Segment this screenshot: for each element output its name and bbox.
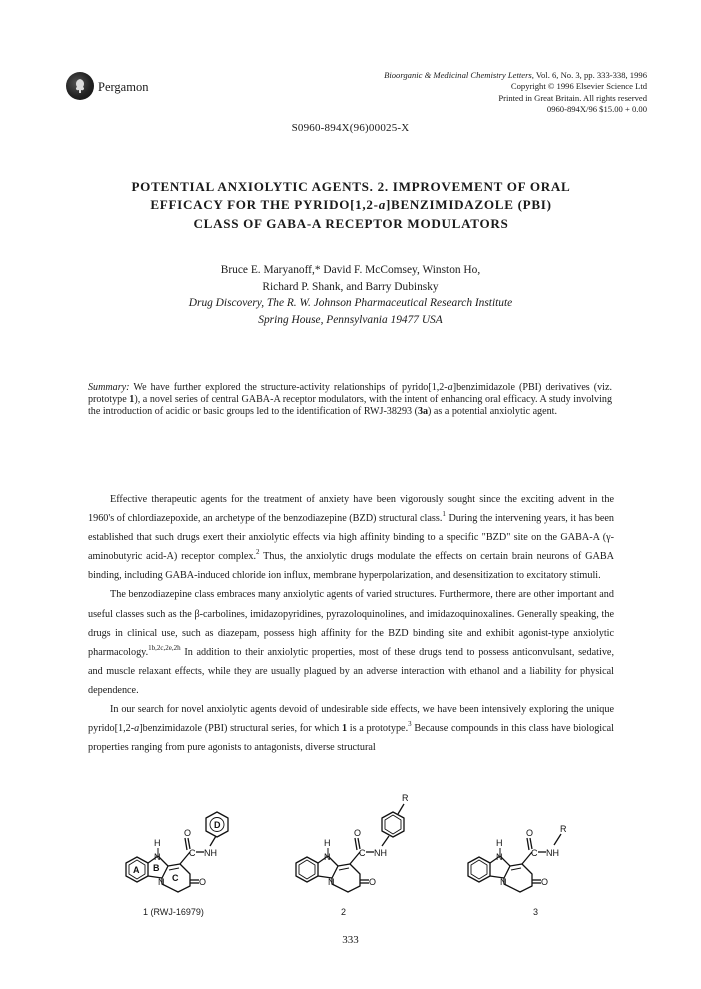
s1-ring-label-c: C — [172, 873, 179, 883]
paragraph-3 — [88, 700, 614, 757]
s1-atom-o-ketone: O — [199, 877, 207, 887]
title-line-2 — [60, 196, 642, 214]
summary-text-1: We have further explored the structure-activity relationships of pyrido[1,2- — [129, 382, 448, 393]
s1-atom-o-amide: O — [184, 828, 192, 838]
affiliation-line-2: Spring House, Pennsylvania 19477 USA — [258, 313, 443, 326]
summary-bold-1: 1 — [129, 394, 135, 406]
summary-text-2: ]benzimidazole (PBI) derivatives (viz. prototype — [88, 382, 612, 406]
p1-text-b: During the intervening years, it has been established that such drugs exert their anxiolytic effects via high affinity binding to a specific "BZD" site on the GABA-A (γ-aminobutyric acid-A) receptor complex. — [88, 513, 614, 563]
structure-2-labels — [324, 793, 409, 887]
s3-atom-h: H — [496, 838, 503, 848]
p2-text-a: The benzodiazepine class embraces many anxiolytic agents of varied structures. Furthermore, there are other important and useful classes such as the β-carbolines, imidazopyridines, pyrazoloquinolines, and imidazoquinoxalines. Generally speaking, the drugs in clinical use, such as diazepam, possess high affinity for the BZD binding site and exhibit agonist-type anxiolytic pharmacology. — [88, 589, 614, 658]
summary-text-3: ), a novel series of central GABA-A receptor modulators, with the intent of enhancing oral efficacy. A study involving the introduction of acidic or basic groups led to the identification of RWJ-38293 ( — [88, 394, 612, 418]
copyright-line: Copyright © 1996 Elsevier Science Ltd — [510, 81, 647, 92]
publisher-name: Pergamon — [98, 80, 149, 94]
s1-ring-label-d: D — [214, 820, 221, 830]
authors-line-1: Bruce E. Maryanoff,* David F. McComsey, Winston Ho, — [220, 264, 481, 276]
p1-ref-1: 1 — [442, 510, 446, 519]
s1-atom-n-top: N — [154, 852, 161, 862]
paper-title — [60, 178, 642, 233]
s2-nh-ph — [382, 836, 389, 846]
s1-atom-c: C — [189, 848, 196, 858]
journal-citation — [287, 70, 647, 116]
s3-double-bond — [511, 868, 521, 870]
structure-label-3: 3 — [533, 907, 539, 917]
p3-text-c: is a prototype. — [347, 723, 409, 735]
s2-atom-h: H — [324, 838, 331, 848]
p3-bold: 1 — [341, 723, 348, 735]
journal-volume: Vol. 6, No. 3, pp. 333-338, 1996 — [533, 70, 647, 80]
title-line-1: POTENTIAL ANXIOLYTIC AGENTS. 2. IMPROVEMENT OF ORAL — [131, 179, 571, 194]
structure-label-2: 2 — [341, 907, 347, 917]
s1-atom-nh: NH — [204, 848, 217, 858]
double-bond — [169, 868, 179, 870]
s2-double-bond — [339, 868, 349, 870]
summary-ital: a — [447, 382, 453, 393]
s3-r-bond — [554, 834, 561, 845]
nh-ph-bond — [210, 836, 216, 846]
title-line-2b: ]BENZIMIDAZOLE (PBI) — [385, 197, 552, 213]
authors-line-2: Richard P. Shank, and Barry Dubinsky — [262, 280, 439, 293]
structure-label-1: 1 (RWJ-16979) — [143, 907, 204, 917]
s3-atom-o-ketone: O — [541, 877, 549, 887]
s3-atom-o-amide: O — [526, 828, 534, 838]
s2-atom-o-ketone: O — [369, 877, 377, 887]
s2-atom-n-top: N — [324, 852, 331, 862]
s3-carbonyl-1 — [527, 838, 529, 850]
s2-atom-o-amide: O — [354, 828, 362, 838]
s2-carbonyl-1 — [355, 838, 357, 850]
s3-atom-n-top: N — [496, 852, 503, 862]
page-number: 333 — [342, 934, 359, 946]
s3-atom-n-bottom: N — [500, 877, 507, 887]
s2-phenyl-inner — [385, 815, 401, 834]
title-line-2a: EFFICACY FOR THE PYRIDO[1,2- — [150, 197, 379, 213]
s2-atom-c: C — [359, 848, 366, 858]
paragraph-1 — [88, 490, 614, 585]
p3-text-a: In our search for novel anxiolytic agents devoid of undesirable side effects, we have been intensively exploring the unique pyrido[1,2- — [88, 704, 614, 735]
s3-atom-c: C — [531, 848, 538, 858]
carbonyl-bond-1 — [185, 838, 187, 850]
printed-line: Printed in Great Britain. All rights reserved — [498, 92, 647, 103]
p2-ref: 1b,2c,2e,2h — [148, 643, 181, 652]
structures-svg — [88, 778, 618, 928]
paragraph-2 — [88, 585, 614, 700]
structure-2 — [296, 804, 404, 892]
s1-atom-n-bottom: N — [158, 877, 165, 887]
s3-atom-nh: NH — [546, 848, 559, 858]
s2-atom-r: R — [402, 793, 409, 803]
summary-paragraph — [88, 382, 612, 418]
author-block — [0, 262, 701, 328]
affiliation-line-1: Drug Discovery, The R. W. Johnson Pharmaceutical Research Institute — [188, 297, 513, 309]
s3-benzene-inner — [471, 860, 487, 879]
s1-ring-label-a: A — [133, 865, 140, 875]
p1-text-c: Thus, the anxiolytic drugs modulate the effects on certain brain neurons of GABA binding, including GABA-induced chloride ion influx, membrane hyperpolarization, and desensitization to excitatory stimuli. — [88, 551, 614, 582]
summary-bold-2: 3a — [417, 406, 429, 418]
pergamon-logo — [66, 72, 94, 100]
p3-text-b: ]benzimidazole (PBI) structural series, for which — [139, 723, 342, 735]
pii-code: S0960-894X(96)00025-X — [291, 122, 410, 134]
issn-line: 0960-894X/96 $15.00 + 0.00 — [546, 104, 647, 115]
p3-text-d: Because compounds in this class have biological properties ranging from pure agonists to antagonists, diverse structural — [88, 723, 614, 754]
summary-label: Summary: — [88, 382, 130, 393]
p3-ref: 3 — [408, 720, 412, 729]
p3-ital: a — [134, 723, 140, 735]
s2-atom-nh: NH — [374, 848, 387, 858]
s1-atom-h: H — [154, 838, 161, 848]
chemical-structures — [88, 778, 618, 928]
p2-text-b: In addition to their anxiolytic properties, most of these drugs tend to possess anticonvulsant, sedative, and muscle relaxant effects, while they are usually plagued by an adverse interaction with ethanol and a liability for physical dependence. — [88, 646, 614, 696]
p1-text-a: Effective therapeutic agents for the treatment of anxiety have been vigorously sought since the exciting advent in the 1960's of chlordiazepoxide, an archetype of the benzodiazepine (BZD) structural class. — [88, 494, 614, 525]
tree-icon — [73, 78, 87, 94]
s3-atom-r: R — [560, 824, 567, 834]
s2-atom-n-bottom: N — [328, 877, 335, 887]
title-line-3: CLASS OF GABA-A RECEPTOR MODULATORS — [193, 215, 509, 231]
title-line-2-ital: a — [378, 197, 386, 213]
body-text — [88, 490, 614, 757]
summary-text-4: ) as a potential anxiolytic agent. — [428, 406, 557, 418]
p1-ref-2: 2 — [256, 548, 260, 557]
journal-name: Bioorganic & Medicinal Chemistry Letters, — [384, 70, 534, 80]
s2-benzene-inner — [299, 860, 315, 879]
s1-ring-label-b: B — [153, 863, 160, 873]
s2-r-bond — [398, 804, 404, 814]
